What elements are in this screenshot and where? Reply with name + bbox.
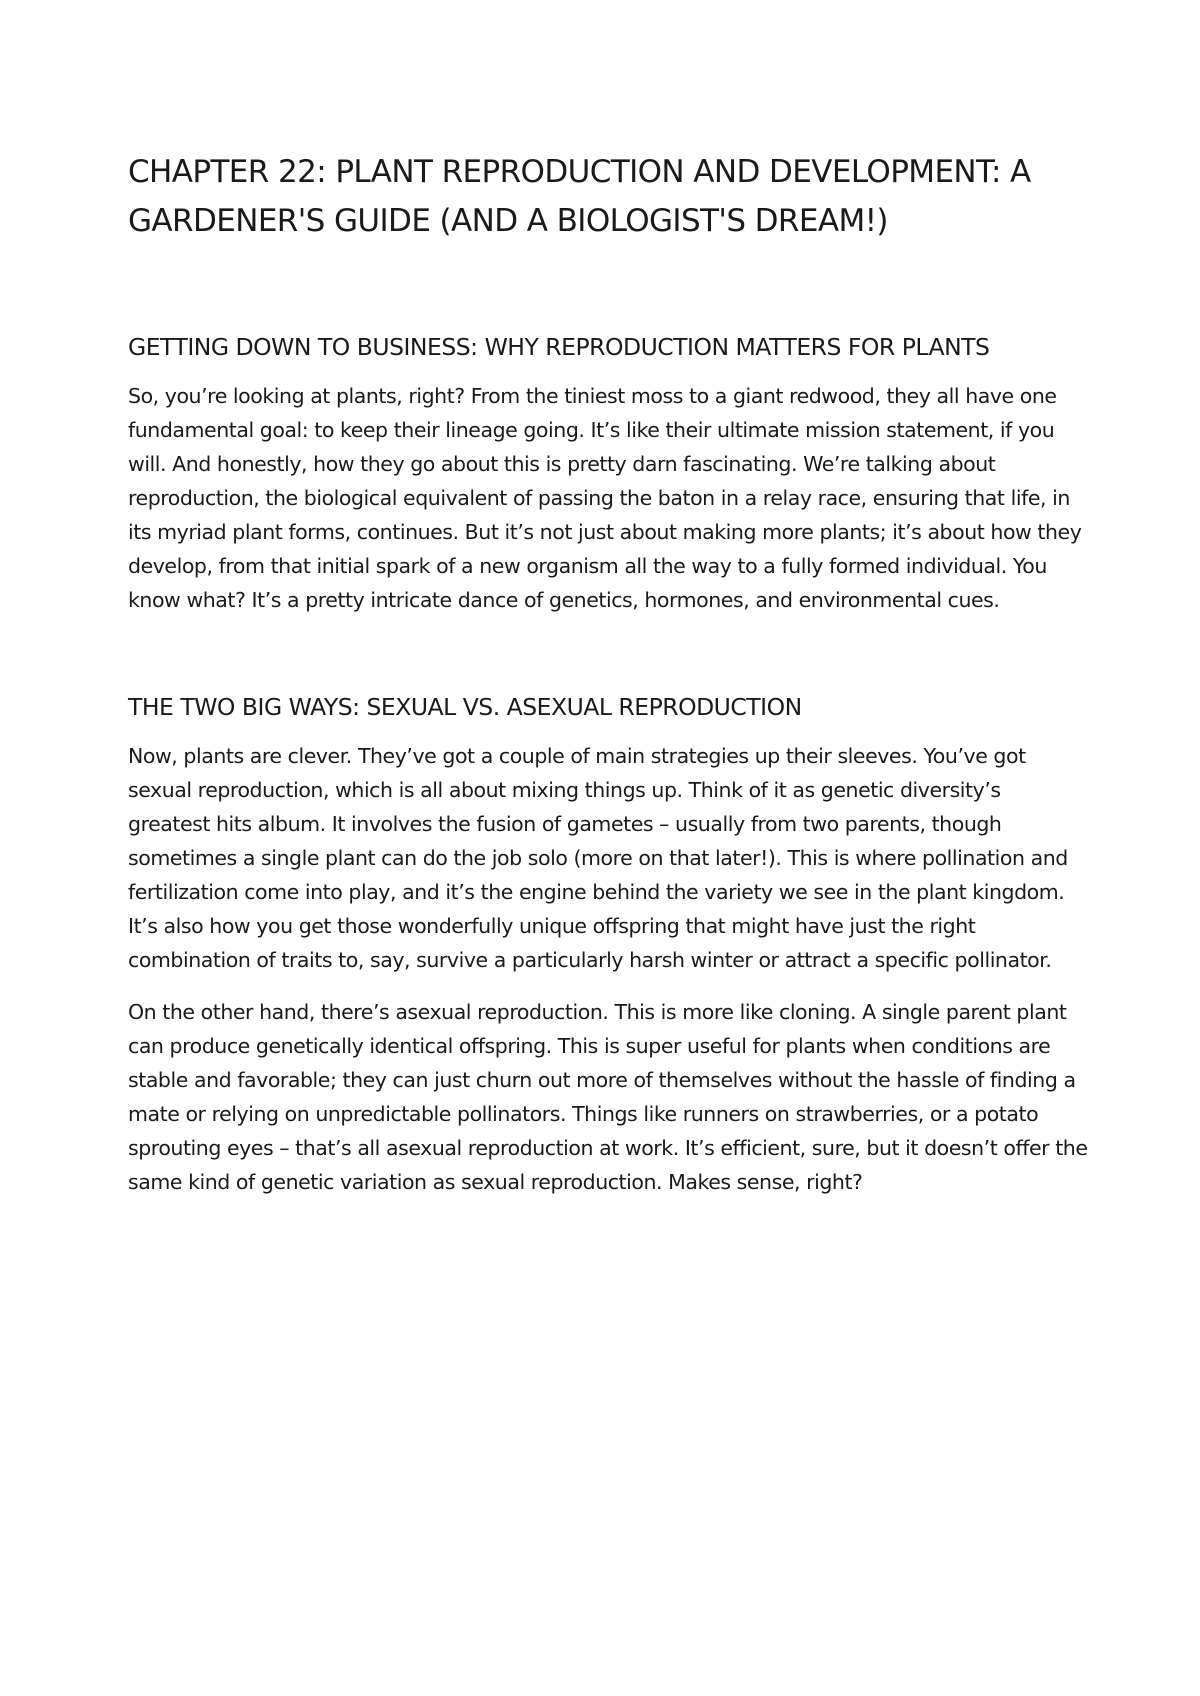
section-heading: GETTING DOWN TO BUSINESS: WHY REPRODUCTION MATTERS FOR PLANTS <box>128 333 990 361</box>
section-sexual-vs-asexual <box>128 689 1088 1199</box>
body-paragraph: Now, plants are clever. They’ve got a couple of main strategies up their sleeves. You’ve got sexual reproduction, which is all about mixing things up. Think of it as genetic diversity’s greatest hits album. It involves the fusion of gametes – usually from two parents, though sometimes a single plant can do the job solo (more on that later!). This is where pollination and fertilization come into play, and it’s the engine behind the variety we see in the plant kingdom. It’s also how you get those wonderfully unique offspring that might have just the right combination of traits to, say, survive a particularly harsh winter or attract a specific pollinator. <box>128 744 1068 972</box>
chapter-title: CHAPTER 22: PLANT REPRODUCTION AND DEVELOPMENT: A GARDENER'S GUIDE (AND A BIOLOGIST'S DREAM!) <box>128 154 1031 239</box>
section-heading: THE TWO BIG WAYS: SEXUAL VS. ASEXUAL REPRODUCTION <box>128 693 802 721</box>
section-why-reproduction-matters <box>128 329 1088 617</box>
document-page <box>128 148 1088 1199</box>
body-paragraph: So, you’re looking at plants, right? From the tiniest moss to a giant redwood, they all have one fundamental goal: to keep their lineage going. It’s like their ultimate mission statement, if you will. And honestly, how they go about this is pretty darn fascinating. We’re talking about reproduction, the biological equivalent of passing the baton in a relay race, ensuring that life, in its myriad plant forms, continues. But it’s not just about making more plants; it’s about how they develop, from that initial spark of a new organism all the way to a fully formed individual. You know what? It’s a pretty intricate dance of genetics, hormones, and environmental cues. <box>128 384 1082 612</box>
body-paragraph: On the other hand, there’s asexual reproduction. This is more like cloning. A single parent plant can produce genetically identical offspring. This is super useful for plants when conditions are stable and favorable; they can just churn out more of themselves without the hassle of finding a mate or relying on unpredictable pollinators. Things like runners on strawberries, or a potato sprouting eyes – that’s all asexual reproduction at work. It’s efficient, sure, but it doesn’t offer the same kind of genetic variation as sexual reproduction. Makes sense, right? <box>128 1000 1088 1194</box>
